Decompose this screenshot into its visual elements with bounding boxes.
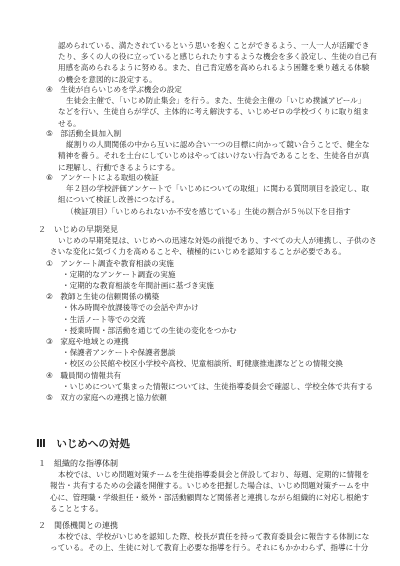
list-item: ・校区の公民館や校区小学校や高校、児童相談所、町健康推進課などとの情報交換 xyxy=(62,359,343,369)
text-line: 生徒会主催で、「いじめ防止集会」を行う。また、生徒会主催の「いじめ撲滅アピール」 xyxy=(66,96,366,106)
text-line: 心に、管理職・学級担任・級外・部活動顧問など関係者と連携しながら組織的に対応し根絶す xyxy=(50,492,369,502)
text-line: （検証項目）「いじめられないか不安を感じている」生徒の割合が５％以下を目指す xyxy=(66,206,351,216)
text-line: 縦割りの人間関係の中から互いに認め合い一つの目標に向かって競い合うことで、健全な xyxy=(66,140,370,150)
item-4 xyxy=(0,84,400,129)
text-line: たり、多くの人の役に立っていると感じられたりするような機会を多く設定し、生徒の自己有 xyxy=(58,52,377,62)
list-item: ・保護者アンケートや保護者懇談 xyxy=(62,348,176,358)
text-line: の機会を意図的に設定する。 xyxy=(58,74,157,84)
text-line: せる。 xyxy=(58,118,81,128)
text-line: 本校では、学校がいじめを認知した際、校長が責任を持って教育委員会に報告する体制にな xyxy=(58,532,370,542)
item-6 xyxy=(0,172,400,217)
list-item: ・生活ノート等での交流 xyxy=(62,314,146,324)
text-line: さいな変化に気づく力を高めることや、積極的にいじめを認知することが必要である。 xyxy=(50,247,346,257)
text-line: などを行い、生徒自らが学び、主体的に考え解決する、いじめゼロの学校づくりに取り組ま xyxy=(58,107,370,117)
section-heading: Ⅲ いじめへの対処 xyxy=(36,438,130,450)
list-item-heading: ④ 職員間の情報共有 xyxy=(46,370,122,380)
list-item: ・休み時間や放課後等での会話や声かけ xyxy=(62,303,199,313)
subsection-heading: ２ 関係機関との連携 xyxy=(38,521,118,530)
item-5 xyxy=(0,128,400,173)
list-item: ・定期的なアンケート調査の実施 xyxy=(62,269,176,279)
subsection-2 xyxy=(0,520,400,554)
text-line: 年２回の学校評価アンケートで「いじめについての取組」に関わる質問項目を設定し、取 xyxy=(66,184,370,194)
subsection-heading: １ 組織的な指導体制 xyxy=(38,459,118,468)
text-line: っている。その上、生徒に対して教育上必要な指導を行う。それにもかかわらず、指導に十分 xyxy=(50,543,369,553)
text-line: 組について検証し改善につなげる。 xyxy=(58,195,180,205)
text-line: 報告・共有するための会議を開催する。いじめを把握した場合は、いじめ問題対策チームを中 xyxy=(50,481,369,491)
text-line: ることとする。 xyxy=(50,503,104,513)
text-line: 認められている、満たされているという思いを抱くことができるよう、一人一人が活躍でき xyxy=(58,41,370,50)
list-item-heading: ② 教師と生徒の信頼関係の構築 xyxy=(46,292,160,302)
section-3 xyxy=(0,438,400,451)
text-line: いじめの早期発見は、いじめへの迅速な対処の前提であり、すべての大人が連携し、子供のさ xyxy=(58,236,377,246)
list-item-heading: ③ 家庭や地域との連携 xyxy=(46,337,129,347)
subsection-1 xyxy=(0,458,400,514)
section-heading: ２ いじめの早期発見 xyxy=(38,225,118,234)
text-line: に理解し、行動できるようにする。 xyxy=(58,162,180,172)
list-item: ・いじめについて集まった情報については、生徒指導委員会で確認し、学校全体で共有する xyxy=(62,381,374,391)
text-line: 用感を高められるように努める。また、自己肯定感を高められるよう困難を乗り越える体験 xyxy=(58,63,370,73)
text-line: 精神を養う。それを土台にしていじめはやってはいけない行為であることを、生徒各自が真 xyxy=(58,151,370,161)
item-title: ④ 生徒が自らいじめを学ぶ機会の設定 xyxy=(46,85,182,94)
text-line: 本校では、いじめ問題対策チームを生徒指導委員会と併設しており、毎週、定期的に情報を xyxy=(58,470,370,480)
intro-paragraph xyxy=(0,40,400,85)
list-item: ・授業時間・部活動を通じての生徒の変化をつかむ xyxy=(62,325,237,335)
list-item-heading: ⑤ 双方の家庭への連携と協力依頼 xyxy=(46,393,167,403)
section-2 xyxy=(0,224,400,403)
item-title: ⑤ 部活動全員加入制 xyxy=(46,129,122,138)
list-item-heading: ① アンケート調査や教育相談の実施 xyxy=(46,258,174,268)
list-item: ・定期的な教育相談を年間計画に基づき実施 xyxy=(62,281,214,291)
item-title: ⑥ アンケートによる取組の検証 xyxy=(46,173,159,182)
